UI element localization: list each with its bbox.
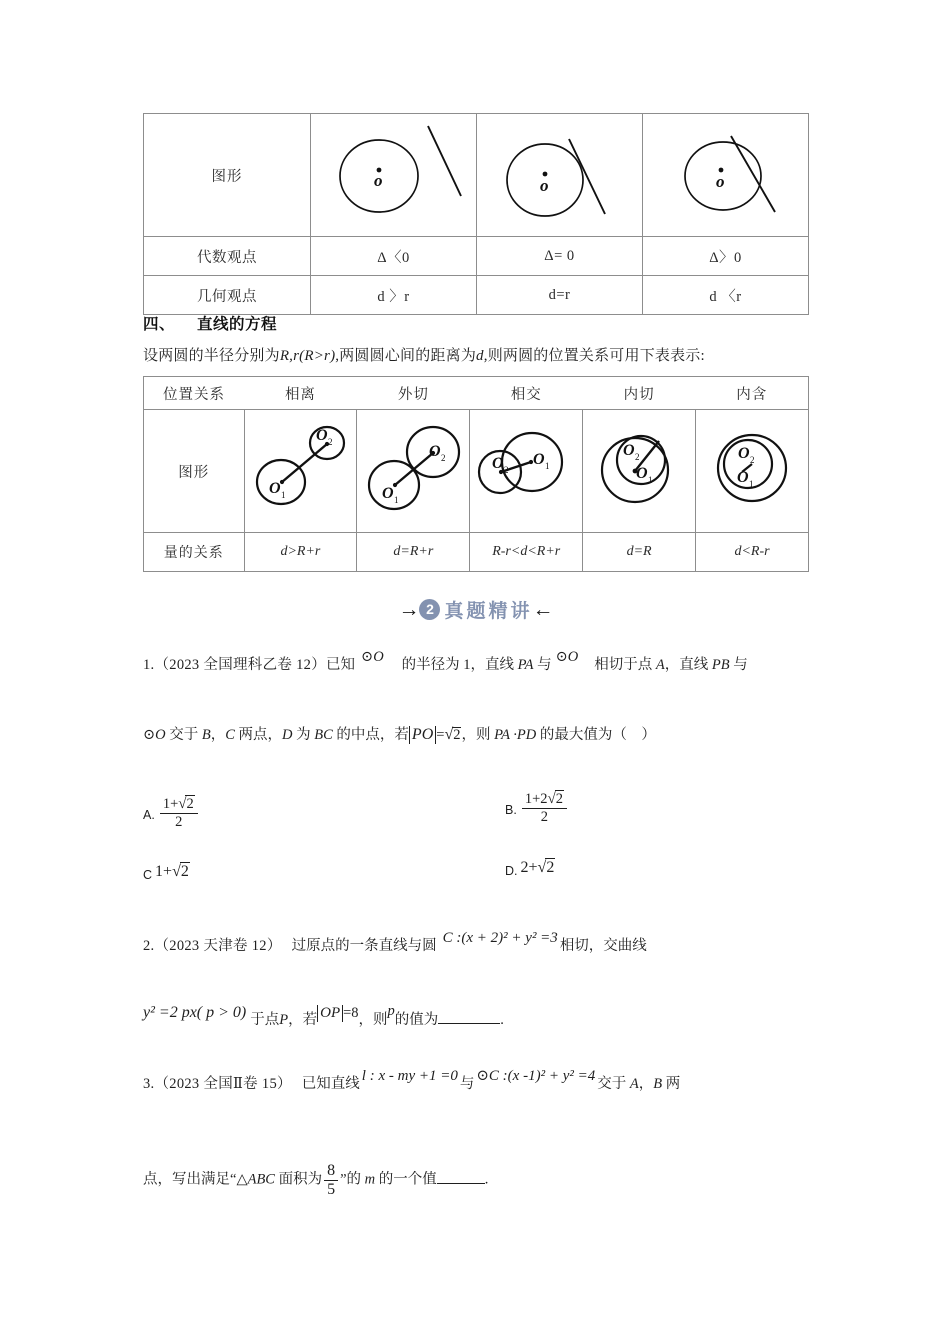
- row-label-figure: 图形: [144, 410, 245, 533]
- figure-cell-separate: [311, 114, 477, 237]
- q2-abs-op: OP: [317, 1005, 343, 1022]
- q1-t4: 相切于点: [594, 657, 656, 673]
- option-a-den: 2: [160, 813, 198, 830]
- algebraic-value-1: Δ〈0: [311, 237, 477, 276]
- q2-answer-blank[interactable]: [438, 1023, 500, 1024]
- q1-t13: 的最大值为（ ）: [536, 727, 656, 743]
- q1-t12: ，则: [461, 727, 495, 743]
- q1-t6: 与: [729, 657, 748, 673]
- question-2-line-1: [143, 930, 823, 955]
- svg-text:o: o: [374, 171, 383, 190]
- q1-circle-o-3: ⊙O: [143, 727, 166, 743]
- q2-t3: 于点: [250, 1012, 280, 1028]
- svg-text:2: 2: [750, 455, 755, 465]
- q3-area-num: 8: [327, 1162, 336, 1179]
- option-a-num-sqrt: 2: [186, 796, 194, 812]
- figure-cell-two-separate: [244, 410, 357, 533]
- svg-text:o: o: [716, 172, 725, 191]
- svg-text:O: O: [623, 442, 635, 459]
- option-d-value: 2+√2: [520, 859, 555, 876]
- svg-text:O: O: [268, 480, 281, 497]
- header-separate: 相离: [244, 377, 357, 410]
- section-banner: [0, 596, 950, 623]
- option-a-lead: A.: [143, 807, 155, 822]
- svg-text:O: O: [636, 465, 648, 482]
- question-3-source: （2023 全国Ⅱ卷 15）: [154, 1076, 292, 1092]
- q1-point-a: A: [655, 657, 665, 673]
- svg-text:1: 1: [280, 490, 285, 500]
- option-b-fraction: $\frac{1+2√2}{2}$: [522, 790, 567, 825]
- q3-t9: 的一个值: [375, 1171, 437, 1188]
- question-1-line-2: [143, 726, 656, 744]
- q3-t3: 交于: [597, 1076, 630, 1092]
- svg-text:o: o: [540, 176, 549, 195]
- svg-text:2: 2: [327, 437, 332, 447]
- q1-eq: =: [436, 727, 445, 743]
- q1-t8: ，: [210, 727, 226, 743]
- option-a-fraction: $\frac{1+√2}{2}$: [160, 795, 198, 830]
- question-1: [143, 649, 823, 743]
- q2-t7: 的值为: [394, 1012, 439, 1028]
- geometric-value-1: d 〉r: [311, 276, 477, 315]
- svg-text:2: 2: [441, 453, 446, 463]
- relation-intersect: R-r<d<R+r: [470, 533, 583, 572]
- q1-point-c: C: [225, 727, 235, 743]
- q3-point-b: B: [653, 1076, 663, 1092]
- q1-circle-o-2: ⊙O: [555, 649, 579, 665]
- figure-cell-intersecting: [470, 410, 583, 533]
- q3-answer-blank[interactable]: [437, 1183, 485, 1184]
- q2-point-p: P: [279, 1012, 289, 1028]
- q1-t5: ，直线: [664, 657, 712, 673]
- option-c-lead: C: [143, 868, 153, 882]
- option-d-sqrt: 2: [546, 859, 555, 876]
- svg-text:2: 2: [635, 452, 640, 462]
- q3-circle-equation: ⊙C :(x -1)² + y² =4: [476, 1068, 596, 1084]
- header-internal-tangent: 内切: [583, 377, 696, 410]
- option-a[interactable]: [143, 795, 200, 830]
- q1-sqrt-2: √2: [444, 726, 461, 743]
- question-2-index: 2.: [143, 938, 155, 954]
- svg-text:O: O: [315, 427, 328, 444]
- question-1-line-1: [143, 650, 823, 674]
- svg-text:1: 1: [749, 479, 754, 489]
- table-two-circles: [143, 376, 809, 572]
- banner-title: 真题精讲: [444, 601, 533, 622]
- q1-pa-dot-pd: PA ·PD: [494, 727, 537, 743]
- relation-separate: d>R+r: [244, 533, 357, 572]
- option-d-pre: 2+: [520, 859, 538, 876]
- svg-text:1: 1: [394, 495, 399, 505]
- section-number: 四、: [143, 316, 176, 333]
- intro-math1: R,r(R>r): [279, 348, 336, 364]
- q1-t11: 的中点，若: [332, 727, 409, 743]
- question-1-source: （2023 全国理科乙卷 12）: [154, 657, 327, 673]
- header-external-tangent: 外切: [357, 377, 470, 410]
- q3-t6: 点，写出满足“: [143, 1171, 237, 1188]
- algebraic-value-3: Δ〉0: [643, 237, 809, 276]
- question-3-index: 3.: [143, 1076, 155, 1092]
- svg-text:O: O: [738, 445, 750, 462]
- intro-math2: d: [476, 348, 484, 364]
- q2-parabola-equation: y² =2 px( p > 0): [143, 1004, 247, 1021]
- figure-cell-external-tangent: [357, 410, 470, 533]
- option-b[interactable]: [505, 790, 569, 825]
- figure-cell-intersect: [643, 114, 809, 237]
- q2-t2: 相切，交曲线: [559, 938, 647, 954]
- option-c[interactable]: [143, 862, 190, 882]
- two-circles-external-tangent-icon: [357, 410, 470, 530]
- table-row-figure: [144, 114, 809, 237]
- table-row-figures: [144, 410, 809, 533]
- intro-paragraph: [143, 344, 705, 365]
- q2-circle-equation: C :(x + 2)² + y² =3: [442, 930, 558, 946]
- q3-line-equation: l : x - my +1 =0: [361, 1068, 458, 1084]
- svg-text:O: O: [533, 451, 545, 468]
- geometric-value-3: d 〈r: [643, 276, 809, 315]
- q2-t8: .: [500, 1012, 504, 1028]
- figure-cell-tangent: [477, 114, 643, 237]
- q3-t10: .: [484, 1171, 489, 1188]
- q2-t6: ，则: [358, 1012, 388, 1028]
- q1-sqrt-2-value: 2: [453, 727, 461, 743]
- two-circles-contained-icon: [696, 410, 809, 530]
- q1-t9: 两点，: [234, 727, 283, 743]
- table-row-relations: [144, 533, 809, 572]
- option-b-num-pre: 1+2: [524, 791, 548, 807]
- svg-text:1: 1: [648, 475, 653, 485]
- q1-t10: 为: [292, 727, 315, 743]
- question-3-line-1: [143, 1068, 823, 1093]
- q1-abs-po: PO: [409, 726, 436, 744]
- q3-area-fraction: [324, 1162, 338, 1199]
- svg-text:1: 1: [545, 461, 550, 471]
- question-3: [143, 1068, 823, 1198]
- q3-t8: ”的: [340, 1171, 365, 1188]
- q1-t2: 的半径为 1，直线: [401, 657, 518, 673]
- two-circles-internal-tangent-icon: [583, 410, 696, 530]
- question-1-index: 1.: [143, 657, 155, 673]
- question-2: [143, 930, 823, 1028]
- svg-text:2: 2: [504, 465, 509, 475]
- header-intersect: 相交: [470, 377, 583, 410]
- header-position-relation: 位置关系: [144, 377, 245, 410]
- row-label-geometric: 几何观点: [144, 276, 311, 315]
- q1-pa: PA: [517, 657, 534, 673]
- option-d-lead: D.: [505, 864, 518, 878]
- arrow-right-icon: →: [398, 597, 418, 621]
- table-line-and-circle: [143, 113, 809, 315]
- q3-area-den: 5: [324, 1180, 338, 1199]
- relation-contained: d<R-r: [696, 533, 809, 572]
- arrow-left-icon: ←: [532, 597, 552, 621]
- q3-t2: 与: [459, 1076, 475, 1092]
- row-label-relation: 量的关系: [144, 533, 245, 572]
- row-label-figure: 图形: [144, 114, 311, 237]
- option-c-pre: 1+: [155, 863, 173, 880]
- two-circles-intersecting-icon: [470, 410, 583, 530]
- intro-part1: 设两圆的半径分别为: [143, 348, 280, 364]
- svg-text:O: O: [737, 469, 749, 486]
- question-3-line-2: [143, 1162, 488, 1199]
- svg-text:O: O: [429, 443, 441, 460]
- q1-pb: PB: [711, 657, 730, 673]
- q1-t7: 交于: [165, 727, 202, 743]
- figure-tangent-icon: [477, 114, 643, 234]
- question-2-line-2: [143, 1004, 504, 1029]
- q2-t1: 过原点的一条直线与圆: [291, 938, 437, 954]
- q3-t5: 两: [662, 1076, 681, 1092]
- intro-part3: ,则两圆的位置关系可用下表表示:: [483, 348, 705, 364]
- header-contained: 内含: [696, 377, 809, 410]
- svg-text:O: O: [492, 455, 504, 472]
- table-row-geometric: [144, 276, 809, 315]
- q3-triangle-abc: △ABC: [236, 1171, 275, 1188]
- q1-point-b: B: [201, 727, 211, 743]
- q1-point-d: D: [282, 727, 293, 743]
- question-2-source: （2023 天津卷 12）: [154, 938, 282, 954]
- option-c-sqrt: 2: [180, 863, 189, 880]
- q1-t1: 已知: [326, 657, 356, 673]
- table-header-row: [144, 377, 809, 410]
- two-circles-separate-icon: [245, 410, 358, 530]
- relation-external-tangent: d=R+r: [357, 533, 470, 572]
- q3-point-a: A: [629, 1076, 639, 1092]
- q3-t1: 已知直线: [301, 1076, 360, 1092]
- option-a-num-pre: 1+: [162, 796, 179, 812]
- section-number-badge: 2: [419, 599, 440, 620]
- q3-t4: ，: [638, 1076, 654, 1092]
- figure-cell-contained: [696, 410, 809, 533]
- intro-part2: ,两圆圆心间的距离为: [335, 348, 477, 364]
- table-row-algebraic: [144, 237, 809, 276]
- q2-var-p: p: [387, 1003, 395, 1019]
- option-d[interactable]: [505, 858, 555, 878]
- q1-t3: 与: [533, 657, 552, 673]
- q3-t7: 面积为: [274, 1171, 323, 1188]
- section-heading: [143, 312, 277, 334]
- algebraic-value-2: Δ= 0: [477, 237, 643, 276]
- figure-intersect-icon: [643, 114, 809, 234]
- option-b-lead: B.: [505, 802, 517, 817]
- section-title: 直线的方程: [197, 316, 278, 333]
- option-b-num-sqrt: 2: [555, 791, 563, 807]
- q2-t4: ，若: [288, 1012, 318, 1028]
- relation-internal-tangent: d=R: [583, 533, 696, 572]
- svg-text:O: O: [382, 485, 394, 502]
- option-c-value: 1+√2: [155, 863, 189, 880]
- row-label-algebraic: 代数观点: [144, 237, 311, 276]
- q1-seg-bc: BC: [314, 727, 333, 743]
- q2-t5: =8: [343, 1005, 359, 1021]
- option-b-den: 2: [522, 808, 567, 825]
- figure-separate-icon: [311, 114, 477, 234]
- figure-cell-internal-tangent: [583, 410, 696, 533]
- q1-circle-o-1: ⊙O: [361, 649, 384, 665]
- q3-var-m: m: [364, 1171, 376, 1188]
- geometric-value-2: d=r: [477, 276, 643, 315]
